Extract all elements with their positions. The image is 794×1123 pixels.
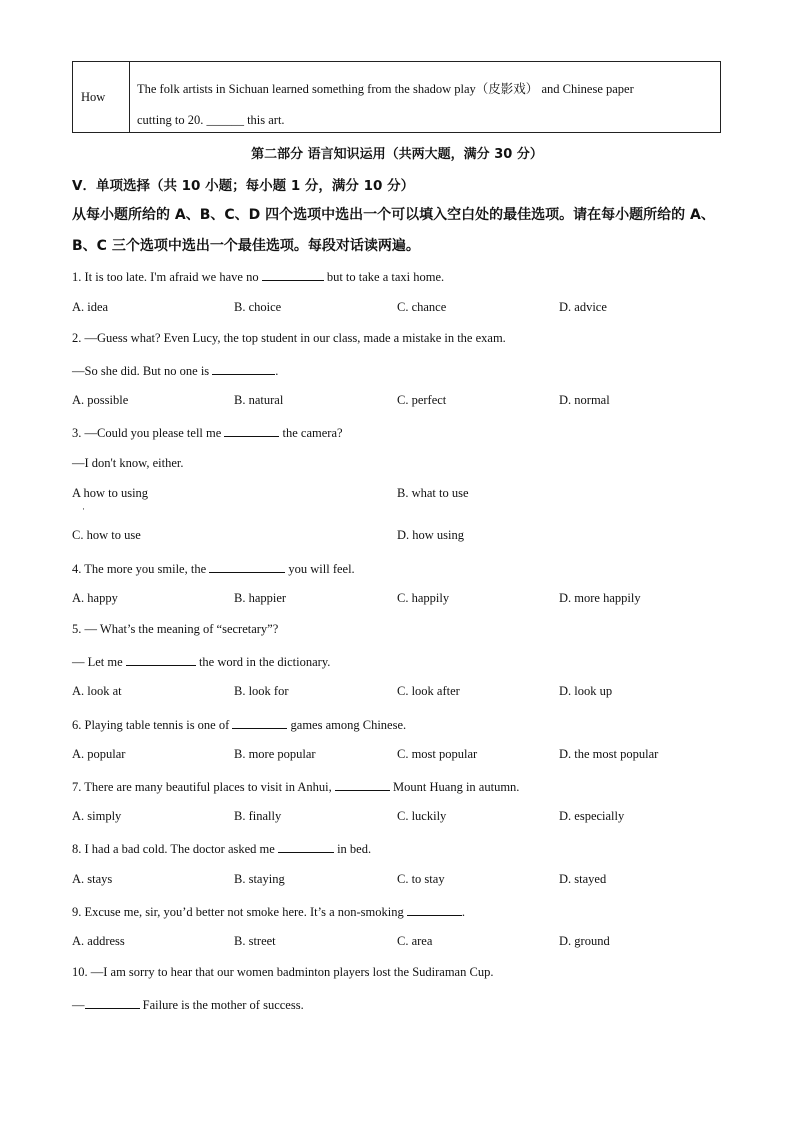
option-a[interactable]: A. simply: [72, 809, 122, 823]
question-text: but to take a taxi home.: [326, 270, 445, 284]
question-2-reply: [72, 362, 278, 379]
option-a[interactable]: A. look at: [72, 684, 122, 698]
answer-blank[interactable]: [224, 424, 279, 437]
options-4: [72, 591, 722, 609]
question-text: 7. There are many beautiful places to visit in Anhui,: [72, 780, 332, 794]
option-c[interactable]: C. to stay: [397, 872, 445, 886]
options-5: [72, 684, 722, 702]
question-1: [72, 268, 444, 285]
option-d[interactable]: D. the most popular: [559, 747, 659, 761]
question-text: 6. Playing table tennis is one of: [72, 718, 230, 732]
section-title: 第二部分 语言知识运用（共两大题，满分 30 分）: [251, 147, 543, 162]
option-b[interactable]: B. street: [234, 934, 276, 948]
question-5-reply: [72, 653, 330, 670]
option-c[interactable]: C. perfect: [397, 393, 447, 407]
table-text-line-1: The folk artists in Sichuan learned something from the shadow play（皮影戏） and Chinese paper: [137, 82, 634, 96]
question-text: in bed.: [337, 842, 372, 856]
question-6: [72, 716, 406, 733]
question-text: Failure is the mother of success.: [142, 998, 304, 1012]
option-d[interactable]: D. look up: [559, 684, 613, 698]
question-text: Mount Huang in autumn.: [393, 780, 520, 794]
question-text: the word in the dictionary.: [198, 655, 331, 669]
option-d[interactable]: D. normal: [559, 393, 610, 407]
options-2: [72, 393, 722, 411]
answer-blank[interactable]: [212, 362, 275, 375]
options-8: [72, 872, 722, 890]
option-d[interactable]: D. how using: [397, 528, 465, 542]
options-3-row2: [72, 528, 722, 546]
question-text: .: [275, 364, 279, 378]
question-text: 4. The more you smile, the: [72, 562, 207, 576]
question-text: — Let me: [72, 655, 123, 669]
question-text: .: [461, 905, 465, 919]
option-a[interactable]: A. address: [72, 934, 125, 948]
answer-blank[interactable]: [407, 903, 462, 916]
option-c[interactable]: C. how to use: [72, 528, 141, 542]
options-9: [72, 934, 722, 952]
option-c[interactable]: C. happily: [397, 591, 450, 605]
question-9: [72, 903, 465, 920]
option-d[interactable]: D. stayed: [559, 872, 607, 886]
options-6: [72, 747, 722, 765]
option-b[interactable]: B. staying: [234, 872, 285, 886]
option-a[interactable]: A how to using: [72, 486, 149, 500]
option-c[interactable]: C. luckily: [397, 809, 447, 823]
answer-blank[interactable]: [278, 840, 334, 853]
dot-mark: ·: [82, 504, 85, 514]
option-d[interactable]: D. ground: [559, 934, 610, 948]
options-1: [72, 300, 722, 318]
question-text: 1. It is too late. I'm afraid we have no: [72, 270, 259, 284]
option-c[interactable]: C. look after: [397, 684, 460, 698]
option-a[interactable]: A. idea: [72, 300, 109, 314]
option-b[interactable]: B. happier: [234, 591, 287, 605]
answer-blank[interactable]: [209, 560, 285, 573]
options-7: [72, 809, 722, 827]
option-c[interactable]: C. most popular: [397, 747, 478, 761]
table-text-line-2: cutting to 20. ______ this art.: [137, 113, 285, 127]
question-3: [72, 424, 343, 441]
question-text: the camera?: [282, 426, 343, 440]
question-3-reply: —I don't know, either.: [72, 456, 184, 470]
question-text: 9. Excuse me, sir, you’d better not smoke here. It’s a non-smoking: [72, 905, 404, 919]
answer-blank[interactable]: [262, 268, 324, 281]
question-10-reply: [72, 996, 304, 1013]
option-d[interactable]: D. more happily: [559, 591, 641, 605]
option-b[interactable]: B. what to use: [397, 486, 469, 500]
option-c[interactable]: C. area: [397, 934, 433, 948]
answer-blank[interactable]: [232, 716, 287, 729]
question-4: [72, 560, 355, 577]
part-title: V．单项选择（共 10 小题；每小题 1 分，满分 10 分）: [72, 178, 415, 194]
question-text: —: [72, 998, 85, 1012]
option-b[interactable]: B. more popular: [234, 747, 316, 761]
option-b[interactable]: B. natural: [234, 393, 284, 407]
question-8: [72, 840, 371, 857]
option-c[interactable]: C. chance: [397, 300, 447, 314]
option-a[interactable]: A. possible: [72, 393, 129, 407]
table-row-content: [130, 62, 720, 132]
question-5: 5. — What’s the meaning of “secretary”?: [72, 622, 279, 636]
option-a[interactable]: A. popular: [72, 747, 126, 761]
option-a[interactable]: A. happy: [72, 591, 118, 605]
answer-table: [72, 61, 721, 133]
option-a[interactable]: A. stays: [72, 872, 113, 886]
answer-blank[interactable]: [335, 778, 390, 791]
table-row-label: How: [73, 62, 130, 132]
question-text: 3. —Could you please tell me: [72, 426, 222, 440]
instructions: 从每小题所给的 A、B、C、D 四个选项中选出一个可以填入空白处的最佳选项。请在每小题所给的 A、B、C 三个选项中选出一个最佳选项。每段对话读两遍。: [72, 207, 715, 254]
answer-blank[interactable]: [85, 996, 140, 1009]
answer-blank[interactable]: [126, 653, 196, 666]
option-d[interactable]: D. advice: [559, 300, 607, 314]
option-b[interactable]: B. finally: [234, 809, 282, 823]
options-3-row1: [72, 486, 722, 504]
question-text: 8. I had a bad cold. The doctor asked me: [72, 842, 275, 856]
option-b[interactable]: B. choice: [234, 300, 282, 314]
question-7: [72, 778, 519, 795]
option-b[interactable]: B. look for: [234, 684, 289, 698]
question-text: games among Chinese.: [290, 718, 407, 732]
question-text: —So she did. But no one is: [72, 364, 210, 378]
question-10: 10. —I am sorry to hear that our women badminton players lost the Sudiraman Cup.: [72, 965, 494, 979]
question-2: 2. —Guess what? Even Lucy, the top student in our class, made a mistake in the exam.: [72, 331, 506, 345]
option-d[interactable]: D. especially: [559, 809, 625, 823]
question-text: you will feel.: [288, 562, 355, 576]
